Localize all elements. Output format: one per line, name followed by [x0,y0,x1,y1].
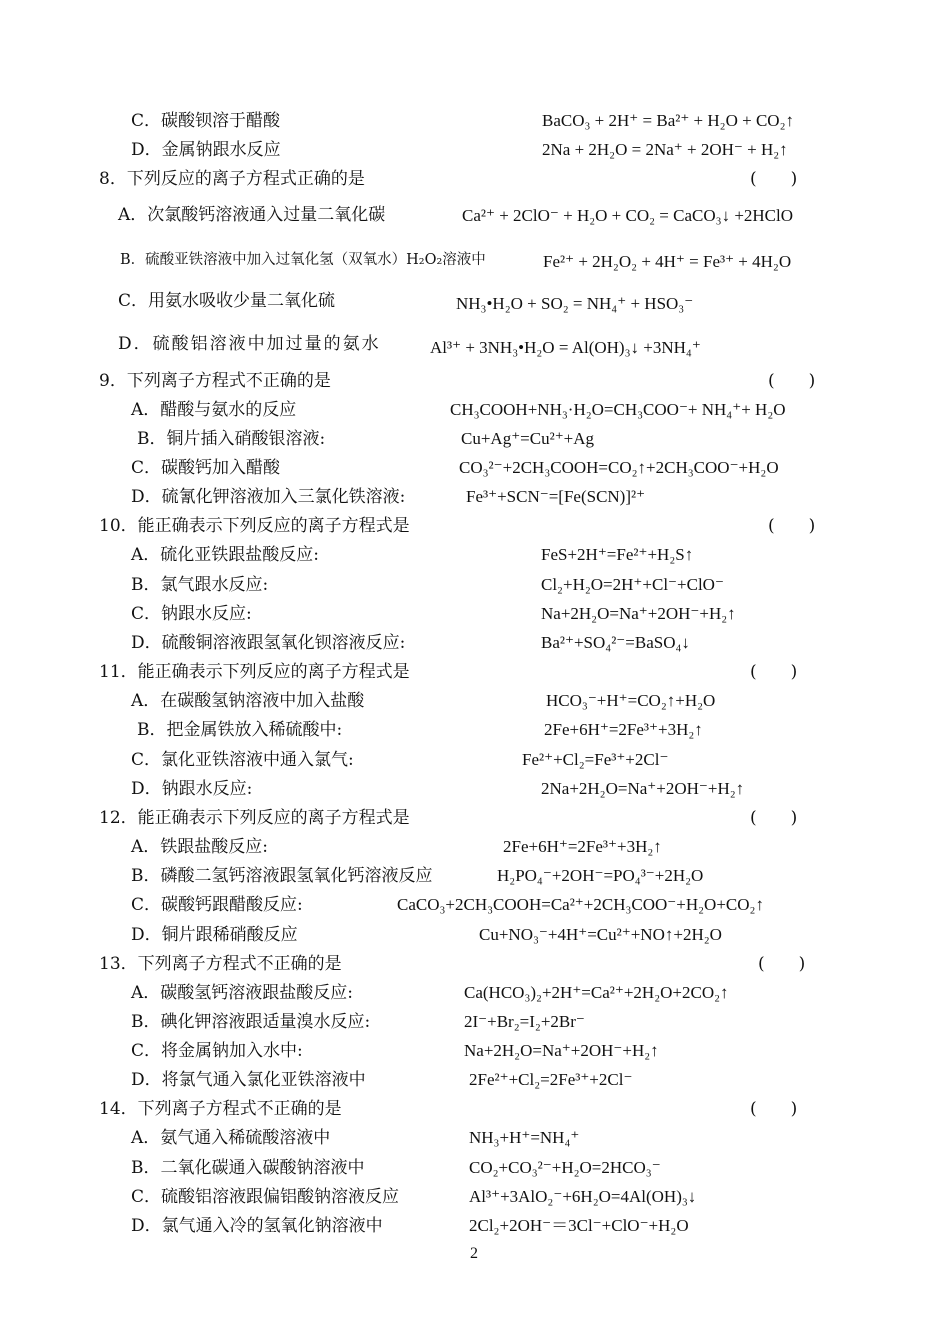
q8-option-d-label: D．硫酸铝溶液中加过量的氨水 [118,334,381,354]
q10-option-c-label: C．钠跟水反应: [131,604,252,624]
q12-option-a-label: A．铁跟盐酸反应: [131,837,269,857]
q14-option-a-equation: NH₃+H⁺=NH₄⁺ [469,1128,580,1147]
q13-option-c-equation: Na+2H₂O=Na⁺+2OH⁻+H₂↑ [464,1041,659,1060]
q13-option-c-label: C．将金属钠加入水中: [131,1041,303,1061]
q11-option-c-label: C．氯化亚铁溶液中通入氯气: [131,750,354,770]
page-number: 2 [470,1245,478,1262]
q13-option-a-equation: Ca(HCO₃)₂+2H⁺=Ca²⁺+2H₂O+2CO₂↑ [464,983,729,1002]
q9-option-d-equation: Fe³⁺+SCN⁻=[Fe(SCN)]²⁺ [466,487,646,506]
question-12: 12．能正确表示下列反应的离子方程式是 [99,808,410,828]
q12-option-d-label: D．铜片跟稀硝酸反应 [131,925,298,945]
answer-paren-9: ( ) [768,371,816,391]
answer-paren-10: ( ) [768,516,816,536]
q13-option-a-label: A．碳酸氢钙溶液跟盐酸反应: [131,983,354,1003]
q12-option-d-equation: Cu+NO₃⁻+4H⁺=Cu²⁺+NO↑+2H₂O [479,925,722,944]
q9-option-b-equation: Cu+Ag⁺=Cu²⁺+Ag [461,429,595,448]
q13-option-d-label: D．将氯气通入氯化亚铁溶液中 [131,1070,366,1090]
answer-paren-14: ( ) [750,1099,798,1119]
question-8: 8．下列反应的离子方程式正确的是 [99,169,365,189]
q12-option-c-equation: CaCO₃+2CH₃COOH=Ca²⁺+2CH₃COO⁻+H₂O+CO₂↑ [397,895,764,914]
q9-option-a-equation: CH₃COOH+NH₃·H₂O=CH₃COO⁻+ NH₄⁺+ H₂O [450,400,786,419]
q12-option-b-label: B．磷酸二氢钙溶液跟氢氧化钙溶液反应 [131,866,433,886]
q9-option-c-equation: CO₃²⁻+2CH₃COOH=CO₂↑+2CH₃COO⁻+H₂O [459,458,779,477]
question-11: 11．能正确表示下列反应的离子方程式是 [99,662,410,682]
q11-option-b-label: B．把金属铁放入稀硫酸中: [137,720,343,740]
q10-option-a-equation: FeS+2H⁺=Fe²⁺+H₂S↑ [541,545,694,564]
answer-paren-13: ( ) [758,954,806,974]
q13-option-b-equation: 2I⁻+Br₂=I₂+2Br⁻ [464,1012,585,1031]
option-c-label: C．碳酸钡溶于醋酸 [131,111,281,131]
q10-option-b-equation: Cl₂+H₂O=2H⁺+Cl⁻+ClO⁻ [541,575,724,594]
option-c-equation: BaCO₃ + 2H⁺ = Ba²⁺ + H₂O + CO₂↑ [542,111,795,130]
q13-option-b-label: B．碘化钾溶液跟适量溴水反应: [131,1012,371,1032]
q14-option-b-label: B．二氧化碳通入碳酸钠溶液中 [131,1158,365,1178]
q10-option-b-label: B．氯气跟水反应: [131,575,269,595]
q13-option-d-equation: 2Fe²⁺+Cl₂=2Fe³⁺+2Cl⁻ [469,1070,633,1089]
answer-paren-8: ( ) [750,169,798,189]
answer-paren-12: ( ) [750,808,798,828]
q11-option-d-equation: 2Na+2H₂O=Na⁺+2OH⁻+H₂↑ [541,779,745,798]
q12-option-b-equation: H₂PO₄⁻+2OH⁻=PO₄³⁻+2H₂O [497,866,704,885]
q8-option-b-label: B．硫酸亚铁溶液中加入过氧化氢（双氧水）H₂O₂溶液中 [120,252,486,268]
question-13: 13．下列离子方程式不正确的是 [99,954,342,974]
q12-option-c-label: C．碳酸钙跟醋酸反应: [131,895,303,915]
option-d-label: D．金属钠跟水反应 [131,140,281,160]
q14-option-c-equation: Al³⁺+3AlO₂⁻+6H₂O=4Al(OH)₃↓ [469,1187,697,1206]
q14-option-d-label: D．氯气通入冷的氢氧化钠溶液中 [131,1216,383,1236]
q8-option-a-label: A．次氯酸钙溶液通入过量二氧化碳 [118,205,386,225]
q11-option-b-equation: 2Fe+6H⁺=2Fe³⁺+3H₂↑ [544,720,703,739]
q9-option-b-label: B．铜片插入硝酸银溶液: [137,429,326,449]
q8-option-d-equation: Al³⁺ + 3NH₃•H₂O = Al(OH)₃↓ +3NH₄⁺ [430,338,701,357]
q8-option-a-equation: Ca²⁺ + 2ClO⁻ + H₂O + CO₂ = CaCO₃↓ +2HClO [462,206,794,225]
question-10: 10．能正确表示下列反应的离子方程式是 [99,516,410,536]
q14-option-c-label: C．硫酸铝溶液跟偏铝酸钠溶液反应 [131,1187,400,1207]
q10-option-d-label: D．硫酸铜溶液跟氢氧化钡溶液反应: [131,633,406,653]
q11-option-c-equation: Fe²⁺+Cl₂=Fe³⁺+2Cl⁻ [522,750,669,769]
q9-option-c-label: C．碳酸钙加入醋酸 [131,458,281,478]
q8-option-c-equation: NH₃•H₂O + SO₂ = NH₄⁺ + HSO₃⁻ [456,294,694,313]
q14-option-b-equation: CO₂+CO₃²⁻+H₂O=2HCO₃⁻ [469,1158,661,1177]
q10-option-c-equation: Na+2H₂O=Na⁺+2OH⁻+H₂↑ [541,604,736,623]
q11-option-a-equation: HCO₃⁻+H⁺=CO₂↑+H₂O [546,691,716,710]
q14-option-d-equation: 2Cl₂+2OH⁻＝3Cl⁻+ClO⁻+H₂O [469,1216,689,1235]
q9-option-d-label: D．硫氰化钾溶液加入三氯化铁溶液: [131,487,406,507]
question-14: 14．下列离子方程式不正确的是 [99,1099,342,1119]
answer-paren-11: ( ) [750,662,798,682]
q8-option-b-equation: Fe²⁺ + 2H₂O₂ + 4H⁺ = Fe³⁺ + 4H₂O [543,252,792,271]
q9-option-a-label: A．醋酸与氨水的反应 [131,400,297,420]
question-9: 9．下列离子方程式不正确的是 [99,371,331,391]
option-d-equation: 2Na + 2H₂O = 2Na⁺ + 2OH⁻ + H₂↑ [542,140,788,159]
q8-option-c-label: C．用氨水吸收少量二氧化硫 [118,291,336,311]
q14-option-a-label: A．氨气通入稀硫酸溶液中 [131,1128,331,1148]
q11-option-d-label: D．钠跟水反应: [131,779,253,799]
q11-option-a-label: A．在碳酸氢钠溶液中加入盐酸 [131,691,365,711]
q10-option-a-label: A．硫化亚铁跟盐酸反应: [131,545,320,565]
q12-option-a-equation: 2Fe+6H⁺=2Fe³⁺+3H₂↑ [503,837,662,856]
q10-option-d-equation: Ba²⁺+SO₄²⁻=BaSO₄↓ [541,633,690,652]
